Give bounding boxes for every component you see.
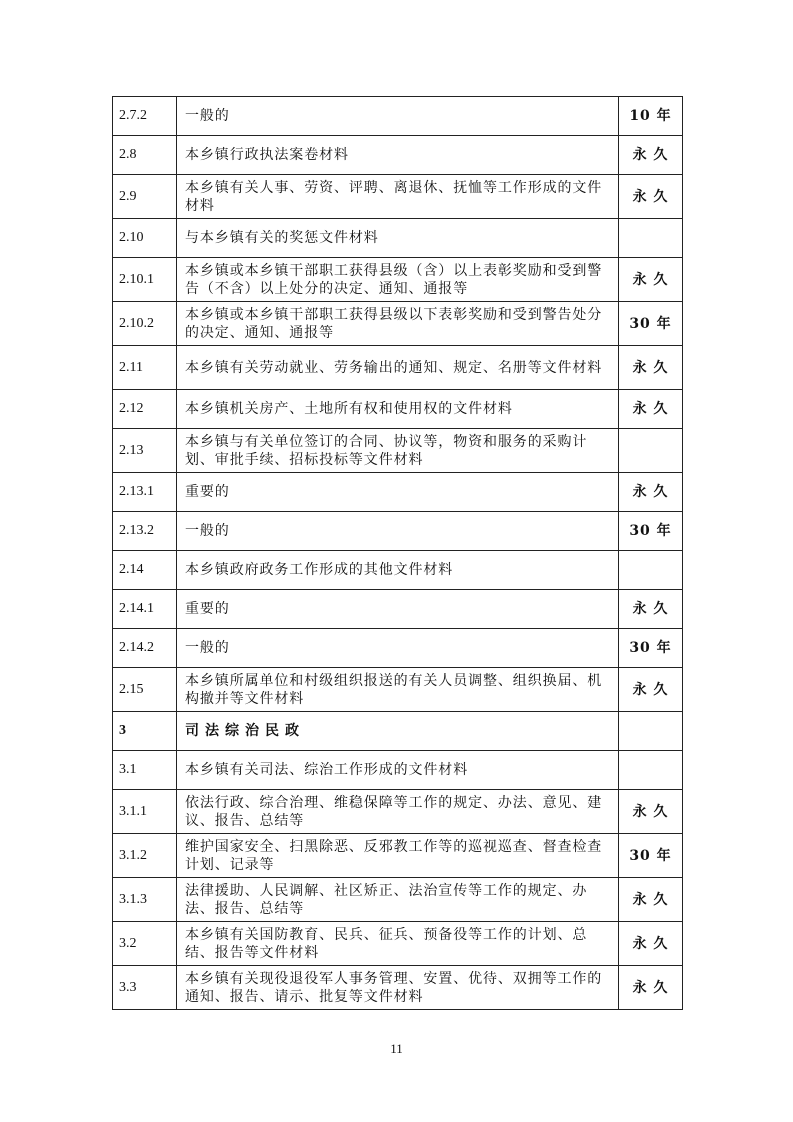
item-description: 本乡镇有关现役退役军人事务管理、安置、优待、双拥等工作的通知、报告、请示、批复等文件材料 xyxy=(177,966,619,1010)
item-code: 3.1.2 xyxy=(113,834,177,878)
item-description: 一般的 xyxy=(177,512,619,551)
retention-period xyxy=(619,751,683,790)
retention-period: 10 年 xyxy=(619,97,683,136)
retention-period: 永 久 xyxy=(619,136,683,175)
item-description: 本乡镇机关房产、土地所有权和使用权的文件材料 xyxy=(177,390,619,429)
table-row xyxy=(113,712,683,751)
table-row xyxy=(113,512,683,551)
item-code: 2.10 xyxy=(113,219,177,258)
table-row xyxy=(113,922,683,966)
retention-period: 永 久 xyxy=(619,346,683,390)
table-row xyxy=(113,878,683,922)
retention-period xyxy=(619,712,683,751)
item-code: 2.10.1 xyxy=(113,258,177,302)
item-code: 2.12 xyxy=(113,390,177,429)
item-description: 重要的 xyxy=(177,590,619,629)
table-row xyxy=(113,346,683,390)
item-description: 重要的 xyxy=(177,473,619,512)
item-code: 2.8 xyxy=(113,136,177,175)
retention-period: 永 久 xyxy=(619,878,683,922)
page-number: 11 xyxy=(390,1041,403,1056)
item-description: 本乡镇所属单位和村级组织报送的有关人员调整、组织换届、机构撤并等文件材料 xyxy=(177,668,619,712)
retention-period xyxy=(619,219,683,258)
retention-period: 永 久 xyxy=(619,966,683,1010)
table-row xyxy=(113,473,683,512)
item-description: 本乡镇或本乡镇干部职工获得县级以下表彰奖励和受到警告处分的决定、通知、通报等 xyxy=(177,302,619,346)
retention-period xyxy=(619,551,683,590)
table-row xyxy=(113,966,683,1010)
table-row xyxy=(113,834,683,878)
retention-period: 永 久 xyxy=(619,790,683,834)
item-code: 3.1 xyxy=(113,751,177,790)
item-description: 本乡镇有关司法、综治工作形成的文件材料 xyxy=(177,751,619,790)
item-description: 法律援助、人民调解、社区矫正、法治宣传等工作的规定、办法、报告、总结等 xyxy=(177,878,619,922)
table-row xyxy=(113,390,683,429)
table-row xyxy=(113,136,683,175)
table-row xyxy=(113,97,683,136)
item-code: 2.9 xyxy=(113,175,177,219)
item-code: 2.14.2 xyxy=(113,629,177,668)
retention-period xyxy=(619,429,683,473)
table-row xyxy=(113,429,683,473)
item-code: 3.1.1 xyxy=(113,790,177,834)
retention-period: 30 年 xyxy=(619,629,683,668)
retention-period: 永 久 xyxy=(619,390,683,429)
item-description: 本乡镇有关人事、劳资、评聘、离退休、抚恤等工作形成的文件材料 xyxy=(177,175,619,219)
item-code: 2.15 xyxy=(113,668,177,712)
retention-period: 永 久 xyxy=(619,668,683,712)
retention-period: 30 年 xyxy=(619,512,683,551)
table-row xyxy=(113,590,683,629)
item-code: 3.1.3 xyxy=(113,878,177,922)
item-description: 本乡镇与有关单位签订的合同、协议等，物资和服务的采购计划、审批手续、招标投标等文件材料 xyxy=(177,429,619,473)
item-code: 3.3 xyxy=(113,966,177,1010)
item-code: 2.14 xyxy=(113,551,177,590)
table-row xyxy=(113,751,683,790)
table-row xyxy=(113,668,683,712)
table-row xyxy=(113,551,683,590)
retention-period: 永 久 xyxy=(619,175,683,219)
retention-period: 永 久 xyxy=(619,922,683,966)
item-description: 维护国家安全、扫黑除恶、反邪教工作等的巡视巡查、督查检查计划、记录等 xyxy=(177,834,619,878)
item-description: 一般的 xyxy=(177,97,619,136)
item-code: 2.13 xyxy=(113,429,177,473)
item-code: 2.14.1 xyxy=(113,590,177,629)
retention-period: 永 久 xyxy=(619,258,683,302)
item-description: 本乡镇政府政务工作形成的其他文件材料 xyxy=(177,551,619,590)
retention-period: 永 久 xyxy=(619,473,683,512)
item-code: 2.11 xyxy=(113,346,177,390)
table-row xyxy=(113,790,683,834)
retention-period: 永 久 xyxy=(619,590,683,629)
retention-period-table xyxy=(112,96,683,1010)
table-row xyxy=(113,258,683,302)
item-description: 本乡镇有关国防教育、民兵、征兵、预备役等工作的计划、总结、报告等文件材料 xyxy=(177,922,619,966)
table-row xyxy=(113,302,683,346)
item-code: 2.13.1 xyxy=(113,473,177,512)
item-description: 本乡镇行政执法案卷材料 xyxy=(177,136,619,175)
item-code: 3.2 xyxy=(113,922,177,966)
item-code: 2.7.2 xyxy=(113,97,177,136)
item-description: 一般的 xyxy=(177,629,619,668)
item-description: 本乡镇有关劳动就业、劳务输出的通知、规定、名册等文件材料 xyxy=(177,346,619,390)
item-description: 与本乡镇有关的奖惩文件材料 xyxy=(177,219,619,258)
item-code: 2.10.2 xyxy=(113,302,177,346)
item-description: 司法综治民政 xyxy=(177,712,619,751)
table-row xyxy=(113,175,683,219)
table-row xyxy=(113,219,683,258)
item-code: 3 xyxy=(113,712,177,751)
table-body xyxy=(113,97,683,1010)
table-row xyxy=(113,629,683,668)
item-code: 2.13.2 xyxy=(113,512,177,551)
retention-period: 30 年 xyxy=(619,834,683,878)
retention-period: 30 年 xyxy=(619,302,683,346)
item-description: 依法行政、综合治理、维稳保障等工作的规定、办法、意见、建议、报告、总结等 xyxy=(177,790,619,834)
item-description: 本乡镇或本乡镇干部职工获得县级（含）以上表彰奖励和受到警告（不含）以上处分的决定、通知、通报等 xyxy=(177,258,619,302)
